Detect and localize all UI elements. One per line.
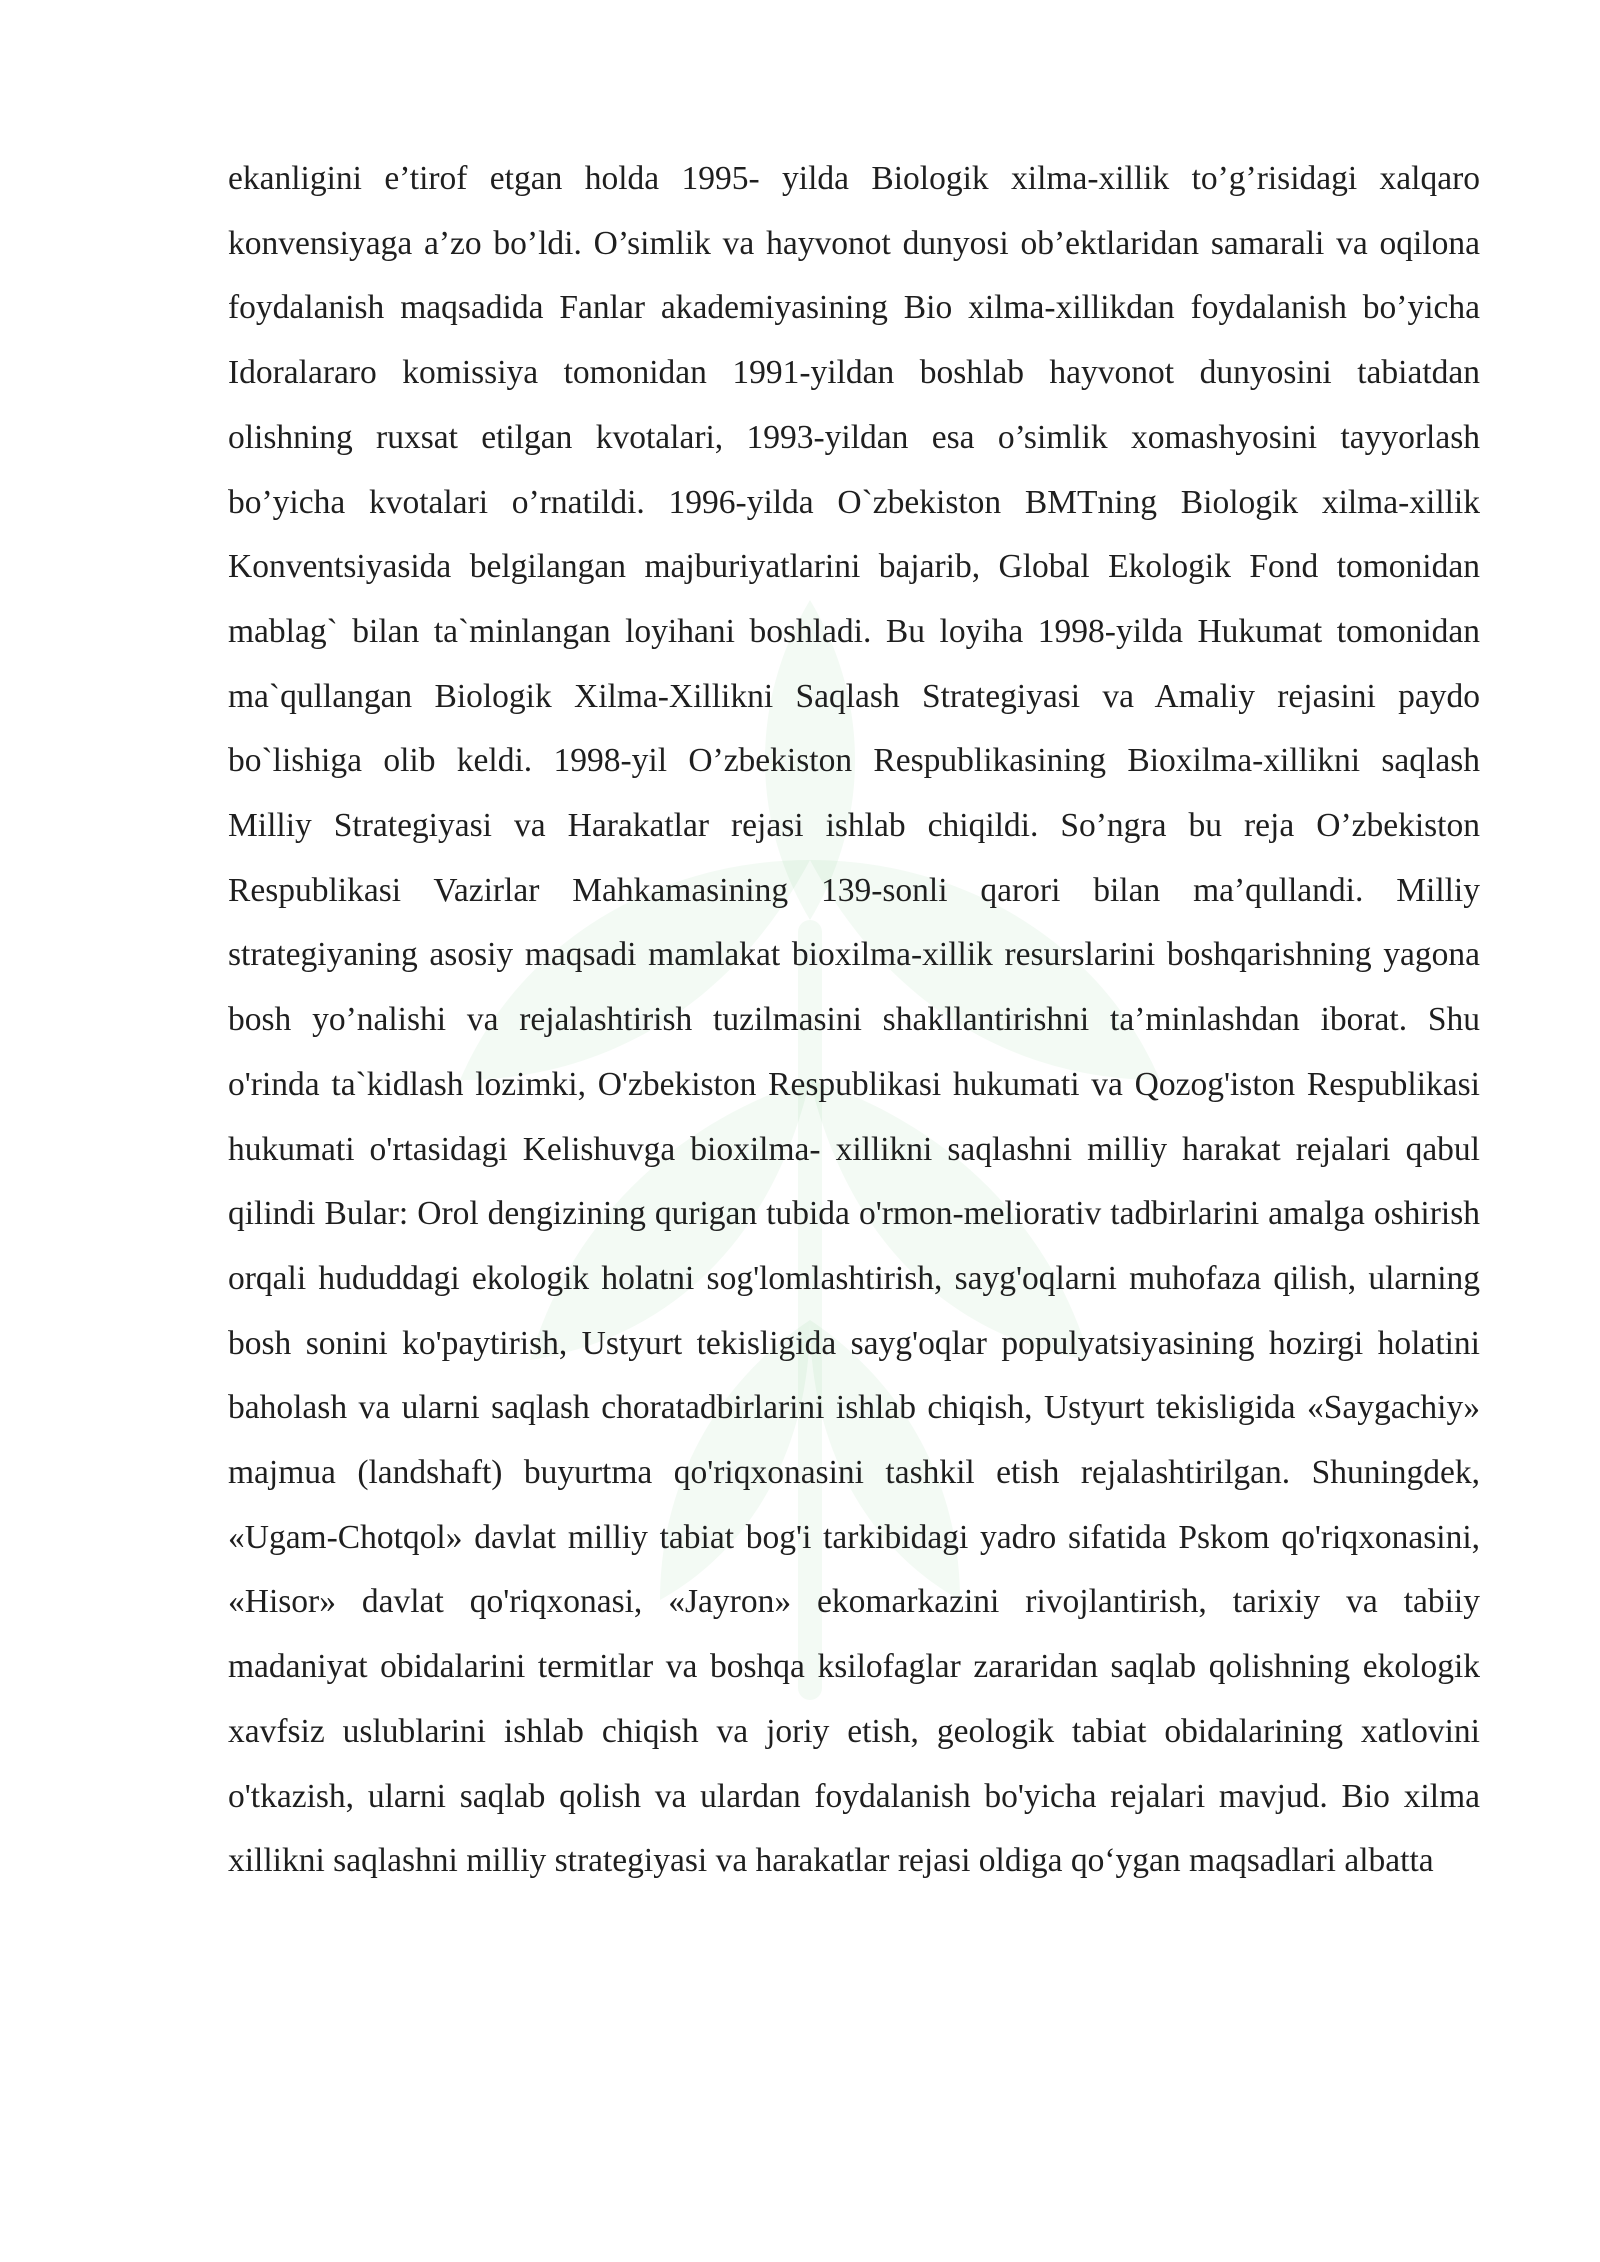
body-paragraph: ekanligini e’tirof etgan holda 1995- yilda Biologik xilma-xillik to’g’risidagi xalqaro konvensiyaga a’zo bo’ldi. O’simlik va hayvonot dunyosi ob’ektlaridan samarali va oqilona foydalanish maqsadida Fanlar akademiyasining Bio xilma-xillikdan foydalanish bo’yicha Idoralararo komissiya tomonidan 1991-yildan boshlab hayvonot dunyosini tabiatdan olishning ruxsat etilgan kvotalari, 1993-yildan esa o’simlik xomashyosini tayyorlash bo’yicha kvotalari o’rnatildi. 1996-yilda O`zbekiston BMTning Biologik xilma-xillik Konventsiyasida belgilangan majburiyatlarini bajarib, Global Ekologik Fond tomonidan mablag` bilan ta`minlangan loyihani boshladi. Bu loyiha 1998-yilda Hukumat tomonidan ma`qullangan Biologik Xilma-Xillikni Saqlash Strategiyasi va Amaliy rejasini paydo bo`lishiga olib keldi. 1998-yil O’zbekiston Respublikasining Bioxilma-xillikni saqlash Milliy Strategiyasi va Harakatlar rejasi ishlab chiqildi. So’ngra bu reja O’zbekiston Respublikasi Vazirlar Mahkamasining 139-sonli qarori bilan ma’qullandi. Milliy strategiyaning asosiy maqsadi mamlakat bioxilma-xillik resurslarini boshqarishning yagona bosh yo’nalishi va rejalashtirish tuzilmasini shakllantirishni ta’minlashdan iborat. Shu o'rinda ta`kidlash lozimki, O'zbekiston Respublikasi hukumati va Qozog'iston Respublikasi hukumati o'rtasidagi Kelishuvga bioxilma- xillikni saqlashni milliy harakat rejalari qabul qilindi Bular: Orol dengizining qurigan tubida o'rmon-meliorativ tadbirlarini amalga oshirish orqali hududdagi ekologik holatni sog'lomlashtirish, sayg'oqlarni muhofaza qilish, ularning bosh sonini ko'paytirish, Ustyurt tekisligida sayg'oqlar populyatsiyasining hozirgi holatini baholash va ularni saqlash choratadbirlarini ishlab chiqish, Ustyurt tekisligida «Saygachiy» majmua (landshaft) buyurtma qo'riqxonasini tashkil etish rejalashtirilgan. Shuningdek, «Ugam-Chotqol» davlat milliy tabiat bog'i tarkibidagi yadro sifatida Pskom qo'riqxonasini, «Hisor» davlat qo'riqxonasi, «Jayron» ekomarkazini rivojlantirish, tarixiy va tabiiy madaniyat obidalarini termitlar va boshqa ksilofaglar zararidan saqlab qolishning ekologik xavfsiz uslublarini ishlab chiqish va joriy etish, geologik tabiat obidalarining xatlovini o'tkazish, ularni saqlab qolish va ulardan foydalanish bo'yicha rejalari mavjud. Bio xilma xillikni saqlashni milliy strategiyasi va harakatlar rejasi oldiga qo‘ygan maqsadlari albatta bbox=[228, 160, 1480, 1880]
